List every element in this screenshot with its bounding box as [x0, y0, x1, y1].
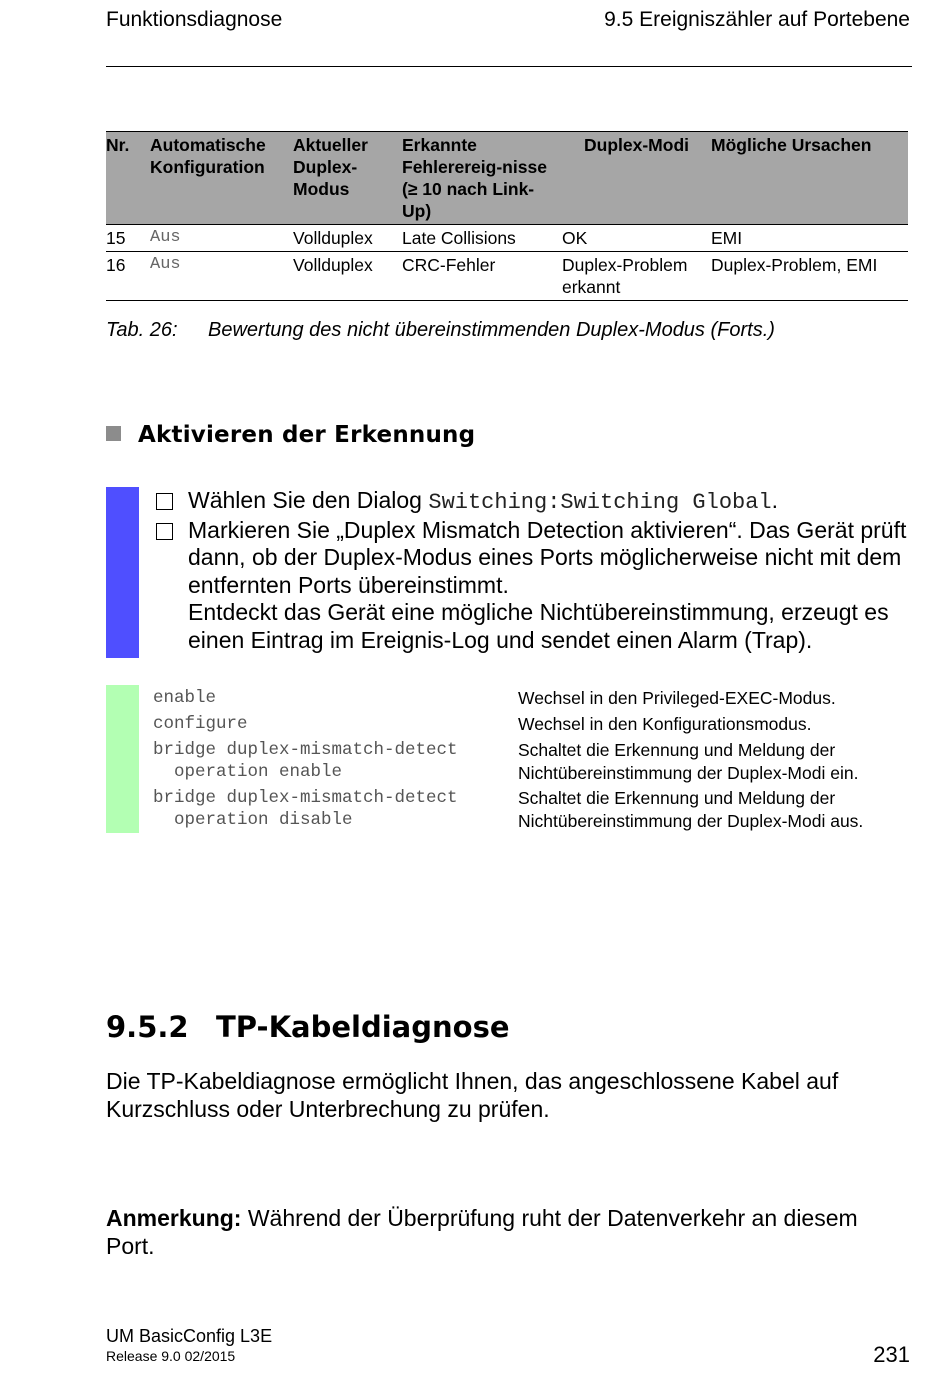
cli-description: Schaltet die Erkennung und Meldung der Nichtübereinstimmung der Duplex-Modi aus.: [518, 788, 864, 831]
table-cell: Aus: [150, 252, 293, 301]
running-header-section: 9.5 Ereigniszähler auf Portebene: [604, 8, 910, 31]
cli-description: Schaltet die Erkennung und Meldung der Nichtübereinstimmung der Duplex-Modi ein.: [518, 740, 859, 783]
cli-command: bridge duplex-mismatch-detect operation enable: [153, 740, 458, 782]
column-header-current-duplex: Aktueller Duplex-Modus: [293, 132, 402, 225]
instruction-step: [155, 517, 915, 655]
step-text: Wählen Sie den Dialog: [188, 487, 429, 513]
cli-description: Wechsel in den Konfigurationsmodus.: [518, 714, 812, 734]
table-cell: Vollduplex: [293, 225, 402, 252]
table-row: [106, 225, 908, 252]
header-divider: [106, 66, 912, 67]
caption-text: Bewertung des nicht übereinstimmenden Duplex-Modus (Forts.): [208, 319, 775, 341]
column-header-auto-config: Automatische Konfiguration: [150, 132, 293, 225]
table-cell: CRC-Fehler: [402, 252, 562, 301]
table-cell: Duplex-Problem, EMI: [711, 252, 908, 301]
note-paragraph: [106, 1205, 906, 1260]
checkbox-icon: [156, 523, 173, 540]
column-header-detected-errors: Erkannte Fehlerereig-nisse (≥ 10 nach Link-Up): [402, 132, 562, 225]
cli-description: Wechsel in den Privileged-EXEC-Modus.: [518, 688, 836, 708]
table-cell: Duplex-Problem erkannt: [562, 252, 711, 301]
instruction-steps: [155, 487, 915, 654]
note-text: Während der Überprüfung ruht der Datenverkehr an diesem Port.: [106, 1205, 858, 1259]
duplex-evaluation-table: [106, 131, 908, 301]
table-cell: 16: [106, 252, 150, 301]
table-cell: Aus: [150, 225, 293, 252]
footer-manual-title: UM BasicConfig L3E: [106, 1326, 273, 1346]
table-header-row: [106, 132, 908, 225]
table-cell: EMI: [711, 225, 908, 252]
dialog-path: Switching:Switching Global: [428, 490, 772, 515]
table-caption: [106, 319, 775, 342]
cli-marker-bar: [106, 685, 139, 833]
cli-command: enable: [153, 688, 217, 708]
table-cell: Vollduplex: [293, 252, 402, 301]
checkbox-icon: [156, 493, 173, 510]
table-cell: OK: [562, 225, 711, 252]
step-text: Markieren Sie „Duplex Mismatch Detection aktivieren“. Das Gerät prüft dann, ob der Duplex-Modus eines Ports möglicherweise nicht mit dem entfernten Ports übereinstimmt.: [188, 516, 907, 598]
square-bullet-icon: [106, 426, 121, 441]
table-row: [106, 252, 908, 301]
instruction-step: [155, 487, 915, 517]
subsection-number: 9.5.2: [106, 1010, 189, 1044]
column-header-nr: Nr.: [106, 132, 150, 225]
running-header-chapter: Funktionsdiagnose: [106, 8, 283, 31]
step-text-end: .: [771, 487, 779, 513]
cli-command: bridge duplex-mismatch-detect operation disable: [153, 788, 458, 830]
step-text-continued: Entdeckt das Gerät eine mögliche Nichtübereinstimmung, erzeugt es einen Eintrag im Ereignis-Log und sendet einen Alarm (Trap).: [188, 599, 889, 653]
page-number: 231: [873, 1342, 910, 1367]
caption-label: Tab. 26:: [106, 319, 178, 341]
section-heading: [106, 422, 475, 448]
subsection-heading: [106, 1010, 510, 1044]
note-label: Anmerkung:: [106, 1205, 242, 1231]
cli-command: configure: [153, 714, 248, 734]
footer-release: Release 9.0 02/2015: [106, 1348, 236, 1364]
column-header-duplex-modes: Duplex-Modi: [562, 132, 711, 225]
table-cell: Late Collisions: [402, 225, 562, 252]
column-header-possible-causes: Mögliche Ursachen: [711, 132, 908, 225]
instruction-marker-bar: [106, 487, 139, 658]
section-title: Aktivieren der Erkennung: [138, 422, 476, 448]
subsection-title: TP-Kabeldiagnose: [216, 1010, 510, 1044]
body-paragraph: Die TP-Kabeldiagnose ermöglicht Ihnen, das angeschlossene Kabel auf Kurzschluss oder Unterbrechung zu prüfen.: [106, 1068, 839, 1122]
table-cell: 15: [106, 225, 150, 252]
